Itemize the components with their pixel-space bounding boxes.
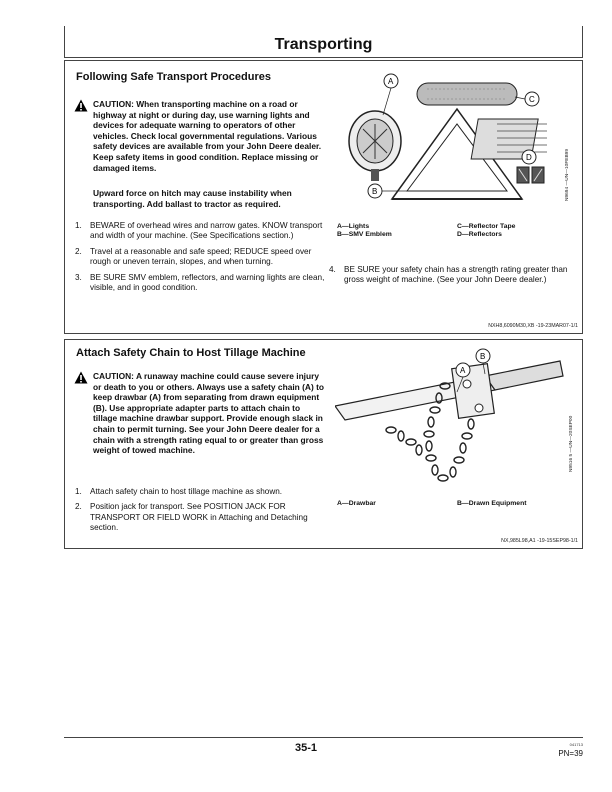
- figure-id: N9694 —UN—10FEB99: [565, 149, 570, 201]
- list-item: 2. Position jack for transport. See POSITION JACK FOR TRANSPORT OR FIELD WORK in Attaching and Detaching section.: [75, 502, 308, 533]
- caution-text: CAUTION: When transporting machine on a road or highway at night or during day, use warning lights and devices for adequate warning to operators of other vehicles. Check local governmental regulations. Various safety devices are available from your John Deere dealer. Keep safety items in good condition. Replace missing or damaged items.: [93, 99, 322, 173]
- caption-b: B—SMV Emblem: [337, 231, 392, 238]
- transport-lights-illustration: [347, 69, 557, 219]
- section-safe-transport: [64, 60, 583, 334]
- list-item: 1. BEWARE of overhead wires and narrow gates. KNOW transport and width of your machine. (See Specifications section.): [75, 221, 323, 241]
- footer-code: 041713: [569, 742, 583, 747]
- reference-code: NX,985L98,A1 -19-15SEP98-1/1: [501, 538, 578, 544]
- footer-rule: [64, 737, 583, 738]
- list-item: 2. Travel at a reasonable and safe speed; REDUCE speed over rough or uneven terrain, slopes, and when turning.: [75, 246, 312, 267]
- caption-d: D—Reflectors: [457, 231, 502, 238]
- list-item: 3. BE SURE SMV emblem, reflectors, and warning lights are clean, visible, and in good condition.: [75, 272, 325, 293]
- caption-a: A—Drawbar: [337, 500, 376, 507]
- section-title: Following Safe Transport Procedures: [76, 71, 271, 83]
- page-number: 35-1: [294, 742, 318, 754]
- caution-block: [74, 99, 329, 173]
- safety-chain-illustration: [335, 346, 565, 491]
- caption-b: B—Drawn Equipment: [457, 500, 527, 507]
- page-title-box: [64, 26, 583, 58]
- caution-extra: Upward force on hitch may cause instability when transporting. Add ballast to tractor as required.: [93, 188, 292, 209]
- callout-a: A: [388, 77, 394, 86]
- section-title: Attach Safety Chain to Host Tillage Machine: [76, 347, 306, 359]
- callout-b: B: [372, 187, 378, 196]
- caution-block: [74, 371, 324, 456]
- callout-c: C: [529, 95, 535, 104]
- section-safety-chain: [64, 339, 583, 549]
- pn-label: PN=39: [558, 749, 583, 758]
- list-item: 1. Attach safety chain to host tillage machine as shown.: [75, 487, 283, 496]
- figure-id: N9516 5 —UN—20SEP00: [569, 415, 574, 472]
- reference-code: NXH8,6090M30,XB -19-23MAR07-1/1: [488, 323, 578, 329]
- warning-triangle-icon: [74, 99, 88, 112]
- caption-a: A—Lights: [337, 223, 370, 230]
- instruction-list-right: [329, 265, 577, 291]
- instruction-list: [75, 487, 330, 539]
- instruction-list: [75, 221, 330, 298]
- list-item: 4. BE SURE your safety chain has a strength rating greater than gross weight of machine. (See your John Deere dealer.): [329, 265, 568, 285]
- callout-b: B: [480, 352, 486, 361]
- warning-triangle-icon: [74, 371, 88, 384]
- caution-text: CAUTION: A runaway machine could cause severe injury or death to you or others. Always use a safety chain (A) to keep drawbar (A) from separating from drawn equipment (B). Use appropriate adapter parts to attach chain to tillage machine drawbar support. Provide enough slack in chain to permit turning. See your John Deere dealer for a chain with a strength rating equal to or greater than gross weight of towed machine.: [93, 371, 324, 456]
- page-title: Transporting: [274, 36, 373, 53]
- callout-a: A: [460, 366, 466, 375]
- caption-c: C—Reflector Tape: [457, 223, 516, 230]
- callout-d: D: [526, 153, 532, 162]
